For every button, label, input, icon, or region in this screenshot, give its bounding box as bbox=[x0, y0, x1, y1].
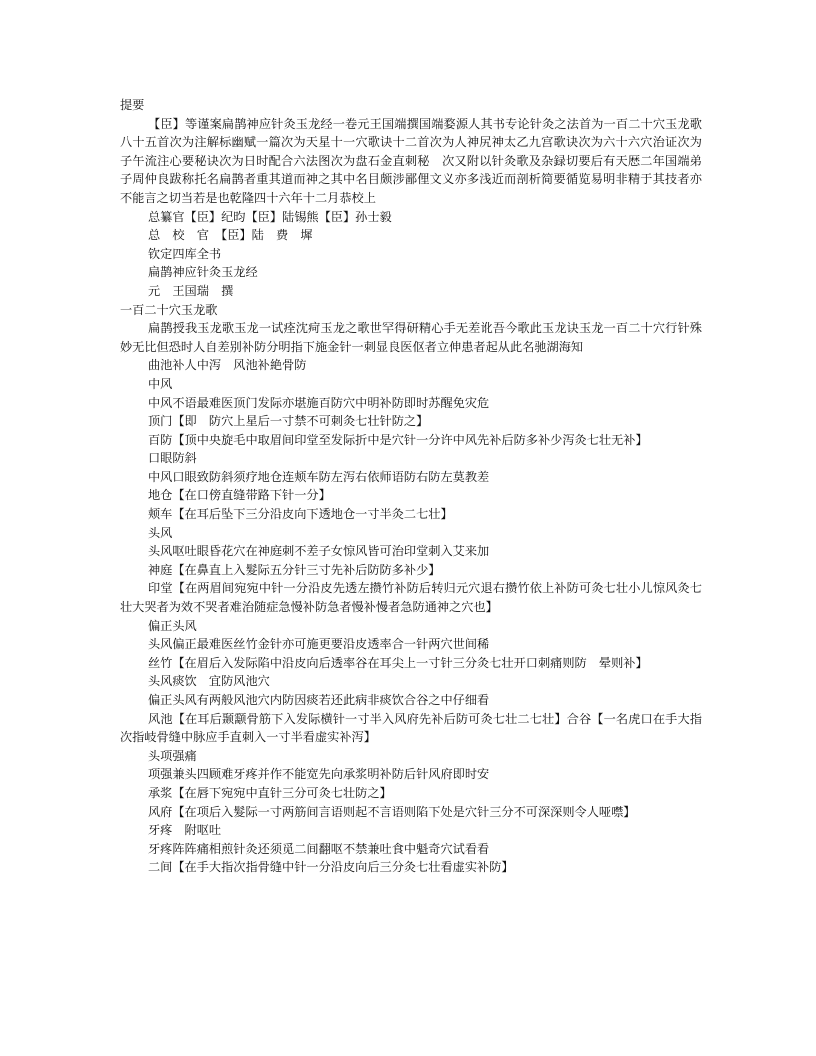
text-line: 头风偏正最难医丝竹金针亦可施更要沿皮透率合一针两穴世间稀 bbox=[148, 637, 490, 652]
doc-heading: 提要 bbox=[120, 98, 145, 112]
text-line: 偏正头风有两般风池穴内防因痰若还此病非痰饮合谷之中仔细看 bbox=[148, 693, 490, 707]
text-line: 头风 bbox=[148, 525, 173, 540]
text-line: 元 王国瑞 撰 bbox=[148, 283, 234, 298]
text-line: 地仓【在口傍直缝带路下针一分】 bbox=[148, 488, 331, 503]
text-line: 一百二十穴玉龙歌 bbox=[120, 302, 218, 317]
text-line: 中风不语最难医顶门发际亦堪施百防穴中明补防即时苏醒免灾危 bbox=[148, 395, 490, 410]
text-line: 百防【顶中央旋毛中取眉间印堂至发际折中是穴针一分许中风先补后防多补少泻灸七壮无补】 bbox=[148, 432, 648, 447]
text-line: 风池【在耳后颞颥骨筋下入发际横针一寸半入风府先补后防可灸七壮二七壮】合谷【一名虎口在手大指次指岐骨缝中脉应手直刺入一寸半看虚实补泻】 bbox=[120, 711, 702, 745]
text-line: 头风呕吐眼昏花穴在神庭刺不差子女惊风皆可治印堂刺入艾来加 bbox=[148, 544, 490, 559]
text-line: 钦定四库全书 bbox=[148, 246, 222, 261]
text-line: 丝竹【在眉后入发际陷中沿皮向后透率谷在耳尖上一寸针三分灸七壮开口刺痛则防 晕则补】 bbox=[148, 655, 648, 670]
document-page bbox=[120, 96, 702, 877]
text-line: 总纂官【臣】纪昀【臣】陆锡熊【臣】孙士毅 bbox=[148, 209, 392, 224]
text-line: 牙疼阵阵痛相煎针灸还须觅二间翻呕不禁兼吐食中魁奇穴试看看 bbox=[148, 841, 490, 856]
text-line: 颊车【在耳后坠下三分沿皮向下透地仓一寸半灸二七壮】 bbox=[148, 507, 453, 522]
text-line: 扁鹊授我玉龙歌玉龙一试痊沈疴玉龙之歌世罕得研精心手无差讹吾今歌此玉龙诀玉龙一百二十穴行针殊妙无比但恐时人自差别补防分明指下施金针一刺显良医伛者立伸患者起从此名驰湖海知 bbox=[120, 321, 702, 354]
text-line: 总 校 官 【臣】陆 费 墀 bbox=[148, 228, 313, 243]
text-lines bbox=[120, 208, 702, 877]
text-line: 风府【在项后入髮际一寸两筋间言语则起不言语则陷下处是穴针三分不可深深则令人哑噤】 bbox=[148, 804, 636, 819]
text-line: 神庭【在鼻直上入髮际五分针三寸先补后防防多补少】 bbox=[148, 562, 441, 577]
text-line: 承浆【在唇下宛宛中直针三分可灸七壮防之】 bbox=[148, 785, 392, 800]
text-line: 项强兼头四顾难牙疼并作不能宽先向承浆明补防后针风府即时安 bbox=[148, 767, 490, 782]
text-line: 扁鹊神应针灸玉龙经 bbox=[148, 265, 258, 280]
text-line: 顶门【即 防穴上星后一寸禁不可刺灸七壮针防之】 bbox=[148, 414, 429, 429]
text-line: 曲池补人中泻 风池补絶骨防 bbox=[148, 358, 307, 373]
text-line: 头项强痛 bbox=[148, 748, 197, 763]
text-line: 印堂【在两眉间宛宛中针一分沿皮先透左攒竹补防后转归元穴退右攒竹依上补防可灸七壮小儿惊风灸七壮大哭者为效不哭者难治随症急慢补防急者慢补慢者急防通神之穴也】 bbox=[120, 581, 702, 615]
text-line: 头风痰饮 宜防风池穴 bbox=[148, 674, 270, 689]
text-line: 中风 bbox=[148, 376, 173, 391]
summary-paragraph: 【臣】等谨案扁鹊神应针灸玉龙经一卷元王国端撰国端婺源人其书专论针灸之法首为一百二十穴玉龙歌八十五首次为注解标幽赋一篇次为天星十一穴歌诀十二首次为人神尻神太乙九宫歌诀次为六十六穴治证次为子午流注心要秘诀次为日时配合六法图次为盘石金直刺秘 次又附以针灸歌及杂録切要后有天厯二年国端弟子周仲良跋称托名扁鹊者重其道而神之其中名目颇涉鄙俚文义亦多浅近而剖析简要循览易明非精于其技者亦不能言之切当若是也乾隆四十六年十二月恭校上 bbox=[120, 116, 702, 205]
text-line: 牙疼 附呕吐 bbox=[148, 823, 222, 838]
text-line: 口眼防斜 bbox=[148, 451, 197, 466]
text-line: 偏正头风 bbox=[148, 618, 197, 633]
text-line: 二间【在手大指次指骨缝中针一分沿皮向后三分灸七壮看虚实补防】 bbox=[148, 860, 514, 875]
text-line: 中风口眼致防斜须疗地仓连颊车防左泻右依师语防右防左莫教差 bbox=[148, 469, 490, 484]
